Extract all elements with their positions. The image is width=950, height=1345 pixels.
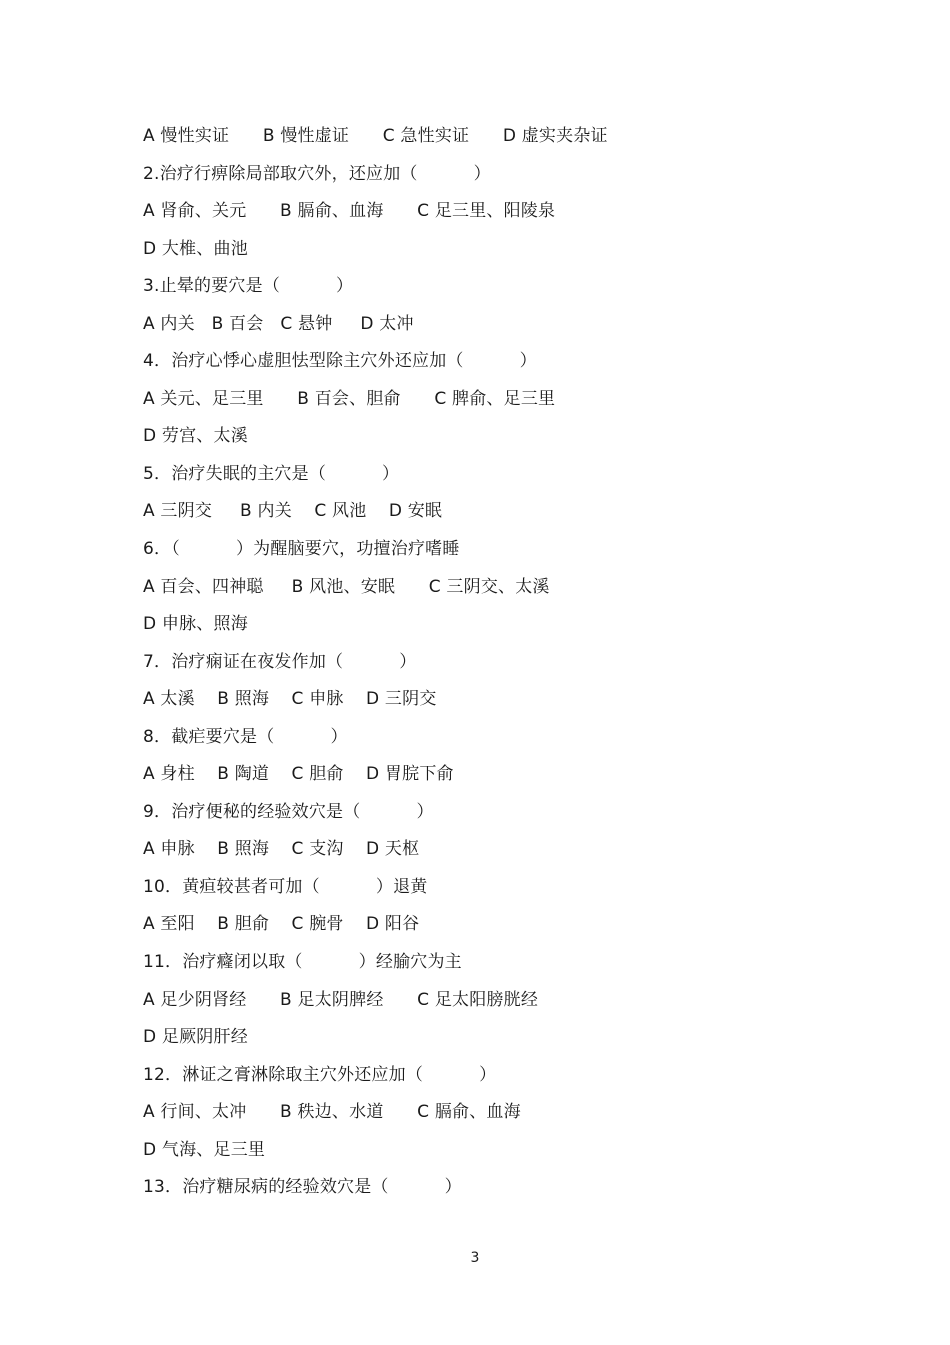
text-line: 4．治疗心悸心虚胆怯型除主穴外还应加（ ）	[143, 351, 537, 372]
text-line: 7．治疗痫证在夜发作加（ ）	[143, 651, 417, 672]
text-line: 9．治疗便秘的经验效穴是（ ）	[143, 801, 434, 822]
text-line: A 行间、太冲 B 秩边、水道 C 膈俞、血海	[143, 1102, 521, 1123]
text-line: A 太溪 B 照海 C 申脉 D 三阴交	[143, 689, 437, 710]
text-line: 8．截疟要穴是（ ）	[143, 726, 348, 747]
text-line: A 慢性实证 B 慢性虚证 C 急性实证 D 虚实夹杂证	[143, 126, 608, 146]
text-line: 3.止晕的要穴是（ ）	[143, 276, 354, 297]
text-line: A 身柱 B 陶道 C 胆俞 D 胃脘下俞	[143, 764, 454, 785]
text-line: D 劳宫、太溪	[143, 426, 248, 447]
text-line: 2.治疗行痹除局部取穴外，还应加（ ）	[143, 163, 491, 184]
text-line: A 至阳 B 胆俞 C 腕骨 D 阳谷	[143, 914, 420, 935]
text-line: 13．治疗糖尿病的经验效穴是（ ）	[143, 1177, 462, 1198]
page-number: 3	[470, 1250, 480, 1266]
text-line: A 百会、四神聪 B 风池、安眠 C 三阴交、太溪	[143, 576, 550, 597]
text-line: 12．淋证之膏淋除取主穴外还应加（ ）	[143, 1064, 497, 1085]
text-line: A 三阴交 B 内关 C 风池 D 安眠	[143, 501, 443, 522]
text-line: A 关元、足三里 B 百会、胆俞 C 脾俞、足三里	[143, 388, 556, 409]
document-body	[143, 122, 890, 1211]
text-line: 5．治疗失眠的主穴是（ ）	[143, 463, 400, 484]
text-line: D 足厥阴肝经	[143, 1027, 248, 1048]
text-line: A 内关 B 百会 C 悬钟 D 太冲	[143, 313, 414, 334]
text-line: 10．黄疸较甚者可加（ ）退黄	[143, 876, 428, 897]
text-line: 11．治疗癃闭以取（ ）经腧穴为主	[143, 952, 462, 973]
text-line: A 申脉 B 照海 C 支沟 D 天枢	[143, 839, 420, 860]
text-line: D 申脉、照海	[143, 614, 248, 635]
text-line: 6．（ ）为醒脑要穴，功擅治疗嗜睡	[143, 539, 460, 560]
text-line: A 肾俞、关元 B 膈俞、血海 C 足三里、阳陵泉	[143, 201, 556, 222]
text-line: A 足少阴肾经 B 足太阴脾经 C 足太阳膀胱经	[143, 989, 539, 1010]
text-line: D 大椎、曲池	[143, 238, 248, 259]
text-line: D 气海、足三里	[143, 1139, 266, 1160]
